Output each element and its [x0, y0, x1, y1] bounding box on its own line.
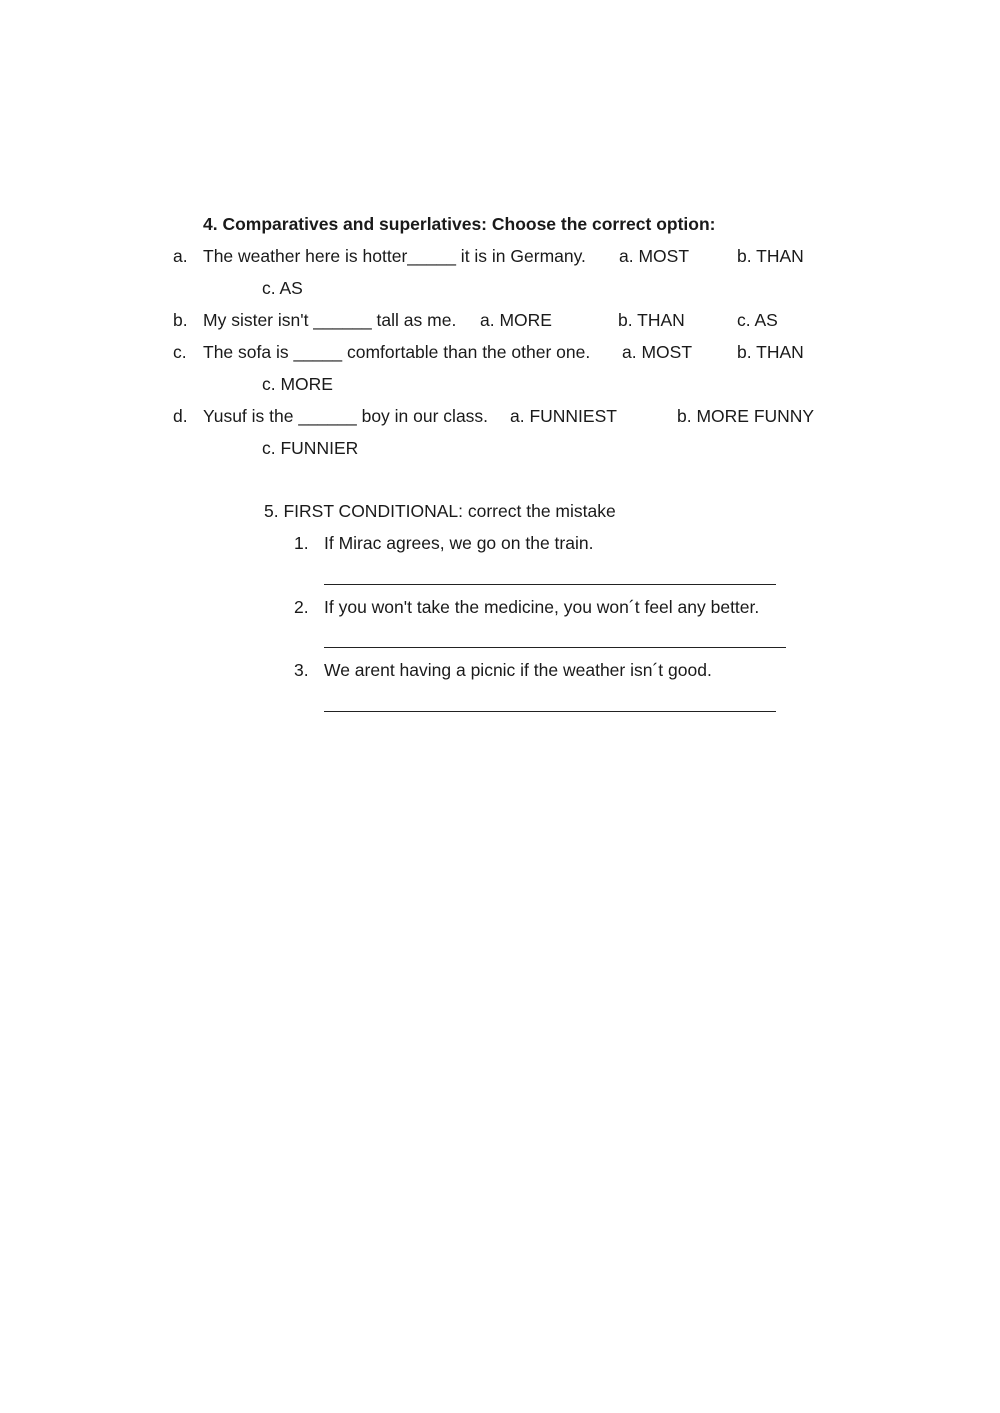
section-4-heading: 4. Comparatives and superlatives: Choose the correct option:: [203, 214, 716, 234]
question-a-option-a: a. MOST: [619, 246, 690, 266]
question-c-option-c: c. MORE: [262, 374, 333, 394]
question-letter-c: c.: [173, 342, 187, 362]
section-5-heading: 5. FIRST CONDITIONAL: correct the mistake: [264, 501, 616, 521]
question-b-option-b: b. THAN: [618, 310, 685, 330]
question-c-option-b: b. THAN: [737, 342, 804, 362]
question-letter-d: d.: [173, 406, 188, 426]
item-text-2: If you won't take the medicine, you won´t feel any better.: [324, 597, 760, 617]
question-letter-b: b.: [173, 310, 188, 330]
item-text-3: We arent having a picnic if the weather isn´t good.: [324, 660, 712, 680]
item-number-2: 2.: [294, 597, 309, 617]
item-text-1: If Mirac agrees, we go on the train.: [324, 533, 594, 553]
answer-line-1[interactable]: [324, 584, 776, 585]
answer-line-3[interactable]: [324, 711, 776, 712]
item-number-1: 1.: [294, 533, 309, 553]
question-text-a: The weather here is hotter_____ it is in Germany.: [203, 246, 586, 266]
question-letter-a: a.: [173, 246, 188, 266]
question-d-option-a: a. FUNNIEST: [510, 406, 617, 426]
question-b-option-c: c. AS: [737, 310, 778, 330]
question-b-option-a: a. MORE: [480, 310, 552, 330]
item-number-3: 3.: [294, 660, 309, 680]
answer-line-2[interactable]: [324, 647, 786, 648]
question-text-c: The sofa is _____ comfortable than the other one.: [203, 342, 591, 362]
question-d-option-c: c. FUNNIER: [262, 438, 359, 458]
question-text-d: Yusuf is the ______ boy in our class.: [203, 406, 489, 426]
question-text-b: My sister isn't ______ tall as me.: [203, 310, 457, 330]
question-d-option-b: b. MORE FUNNY: [677, 406, 815, 426]
question-a-option-c: c. AS: [262, 278, 303, 298]
question-a-option-b: b. THAN: [737, 246, 804, 266]
question-c-option-a: a. MOST: [622, 342, 693, 362]
